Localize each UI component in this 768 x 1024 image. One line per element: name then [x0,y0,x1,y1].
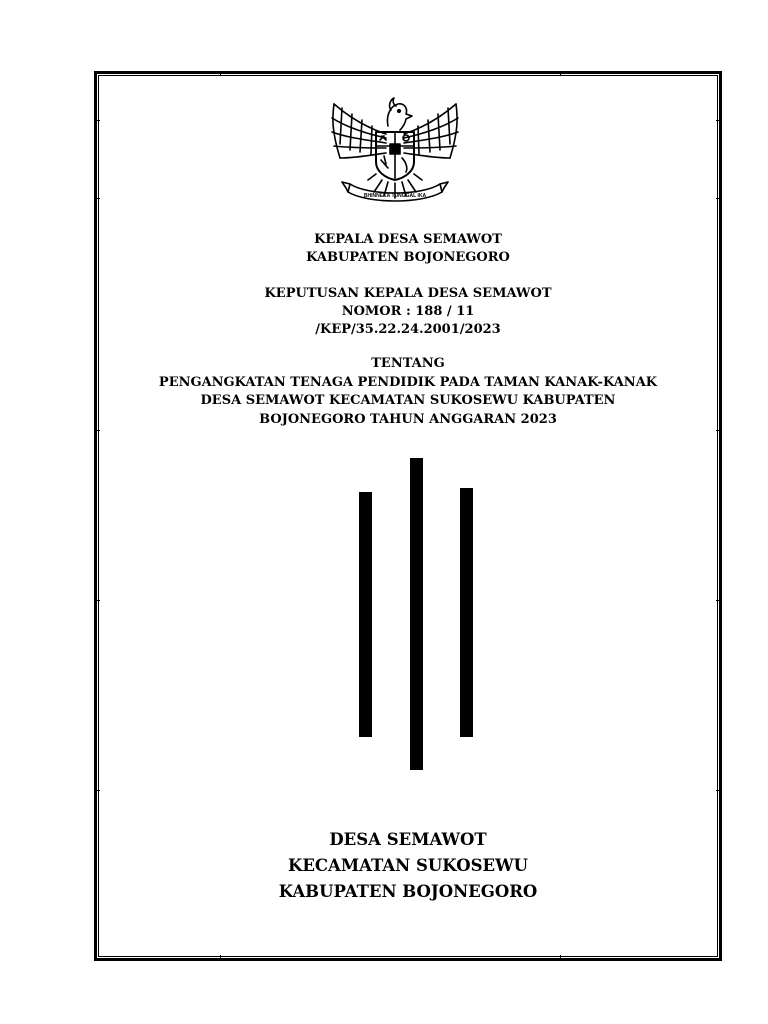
issuer-title: KEPALA DESA SEMAWOT [314,232,502,247]
border-tick [94,120,100,121]
garuda-pancasila-emblem-icon [328,88,462,206]
issuer-regency: KABUPATEN BOJONEGORO [306,249,510,265]
border-tick [560,955,561,960]
border-tick [220,71,221,76]
decorative-bar-left [359,492,372,737]
subject-label: TENTANG [371,356,445,371]
footer-regency: KABUPATEN BOJONEGORO [278,882,538,901]
border-tick [716,790,722,791]
border-tick [716,120,722,121]
decorative-bar-right [460,488,473,737]
border-tick [716,430,722,431]
footer-district: KECAMATAN SUKOSEWU [287,856,528,875]
border-tick [94,600,100,601]
decree-code: /KEP/35.22.24.2001/2023 [315,322,501,337]
decree-heading [100,285,716,339]
subject-line-3: BOJONEGORO TAHUN ANGGARAN 2023 [259,411,557,427]
border-tick [716,600,722,601]
issuer-heading [100,231,716,266]
footer-village: DESA SEMAWOT [329,830,487,849]
footer-address [100,827,716,905]
subject-line-1: PENGANGKATAN TENAGA PENDIDIK PADA TAMAN KANAK-KANAK [158,374,658,390]
decree-title: KEPUTUSAN KEPALA DESA SEMAWOT [264,286,552,301]
border-tick [94,430,100,431]
border-tick [94,790,100,791]
decree-number: NOMOR : 188 / 11 [341,304,475,319]
border-tick [220,955,221,960]
decree-subject [100,355,716,429]
border-tick [560,71,561,76]
decorative-bar-center [410,458,423,770]
motto-ribbon-text: BHINNEKA TUNGGAL IKA [363,193,427,199]
border-tick [716,198,722,199]
border-tick [94,198,100,199]
subject-line-2: DESA SEMAWOT KECAMATAN SUKOSEWU KABUPATEN [200,393,616,408]
page-border-inner [98,75,718,957]
